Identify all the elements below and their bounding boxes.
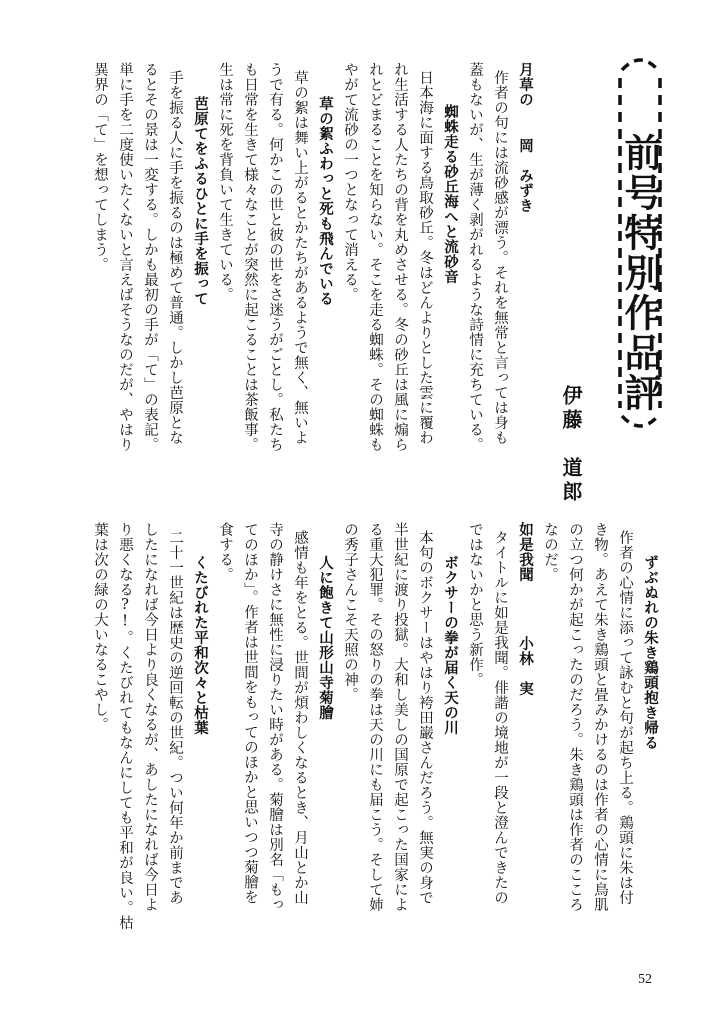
body-line: 日本海に面する鳥取砂丘。冬はどんよりとした雲に覆わ [417,70,433,445]
body-line: 草の絮は舞い上がるとかたちがあるようで無く、無いよ [292,70,308,445]
body-line: 作者の句には流砂感が漂う。それを無常と言っては身も [492,70,508,445]
section-author: 小林 実 [517,636,533,696]
body-line: き物。あえて朱き鶏頭と畳みかけるのは作者の心情に鳥肌 [592,522,608,912]
body-line: 異界の「て」を想ってしまう。 [92,62,108,272]
haiku: 草の絮ふわっと死も飛んでいる [317,96,333,306]
body-line: るとその景は一変する。しかも最初の手が「て」の表記。 [142,62,158,452]
body-line: 手を振る人に手を振るのは極めて普通。しかし芭原とな [167,70,183,445]
body-line: ではないかと思う新作。 [467,522,483,687]
body-line: 単に手を二度使いたくないと言えばそうなのだが、やはり [117,62,133,452]
haiku: ボクサーの拳が届く天の川 [442,555,458,735]
body-line: 半世紀に渡り投獄。大和し美しの国原で起こった国家によ [392,522,408,912]
title-frame [612,48,668,438]
body-line: 作者の心情に添って詠むと句が起ち上る。鶏頭に朱は付 [617,530,633,905]
body-line: れとどまることを知らない。そこを走る蜘蛛。その蜘蛛も [367,62,383,452]
page-title: 前号特別作品評 [618,133,662,413]
body-line: 本句のボクサーはやはり袴田巌さんだろう。無実の身で [417,530,433,905]
body-line: 生は常に死を背負いて生きている。 [217,62,233,302]
body-line: なのだ。 [542,522,558,582]
haiku: 人に飽きて山形山寺菊膾 [317,555,333,720]
haiku: くたびれた平和次々と枯葉 [192,555,208,735]
body-line: 感情も年をとる。世間が煩わしくなるとき、月山とか山 [292,530,308,905]
section-author: 岡 みずき [517,138,533,213]
body-line: れ生活する人たちの背を丸めさせる。冬の砂丘は風に煽ら [392,62,408,452]
haiku: 芭原てをふるひとに手を振って [192,96,208,306]
reviewer-name: 伊藤 道郎 [559,385,583,505]
haiku: ずぶぬれの朱き鶏頭抱き帰る [642,555,658,750]
haiku: 蜘蛛走る砂丘海へと流砂音 [442,104,458,284]
body-line: したになれば今日より良くなるが、あしたになれば今日よ [142,522,158,912]
body-line: 寺の静けさに無性に浸りたい時がある。菊膾は別名「もっ [267,522,283,912]
body-line: り悪くなる?!。くたびれてもなんにしても平和が良い。枯 [117,522,133,930]
body-line: る重大犯罪。その怒りの拳は天の川にも届こう。そして姉 [367,522,383,912]
body-line: の秀子さんこそ天照の神。 [342,522,358,702]
body-line: 蓋もないが、生が薄く剥がれるような詩情に充ちている。 [467,62,483,452]
section-title: 如是我聞 [517,522,533,582]
page-number: 52 [638,972,652,987]
body-line: うで有る。何かこの世と彼の世をさ迷うがごとし。私たち [267,62,283,452]
body-line: の立つ何かが起こったのだろう。朱き鶏頭は作者のこころ [567,522,583,912]
body-line: てのほか」。作者は世間をもってのほかと思いつつ菊膾を [242,522,258,905]
body-line: 葉は次の緑の大いなるこやし。 [92,522,108,732]
section-title: 月草の [517,62,533,107]
body-line: 食する。 [217,522,233,582]
body-line: やがて流砂の一つとなって消える。 [342,62,358,302]
body-line: タイトルに如是我聞。俳諧の境地が一段と澄んできたの [492,530,508,905]
body-line: 二十一世紀は歴史の逆回転の世紀。つい何年か前まであ [167,530,183,905]
body-line: も日常を生きて様々なことが突然に起こることは茶飯事。 [242,62,258,452]
